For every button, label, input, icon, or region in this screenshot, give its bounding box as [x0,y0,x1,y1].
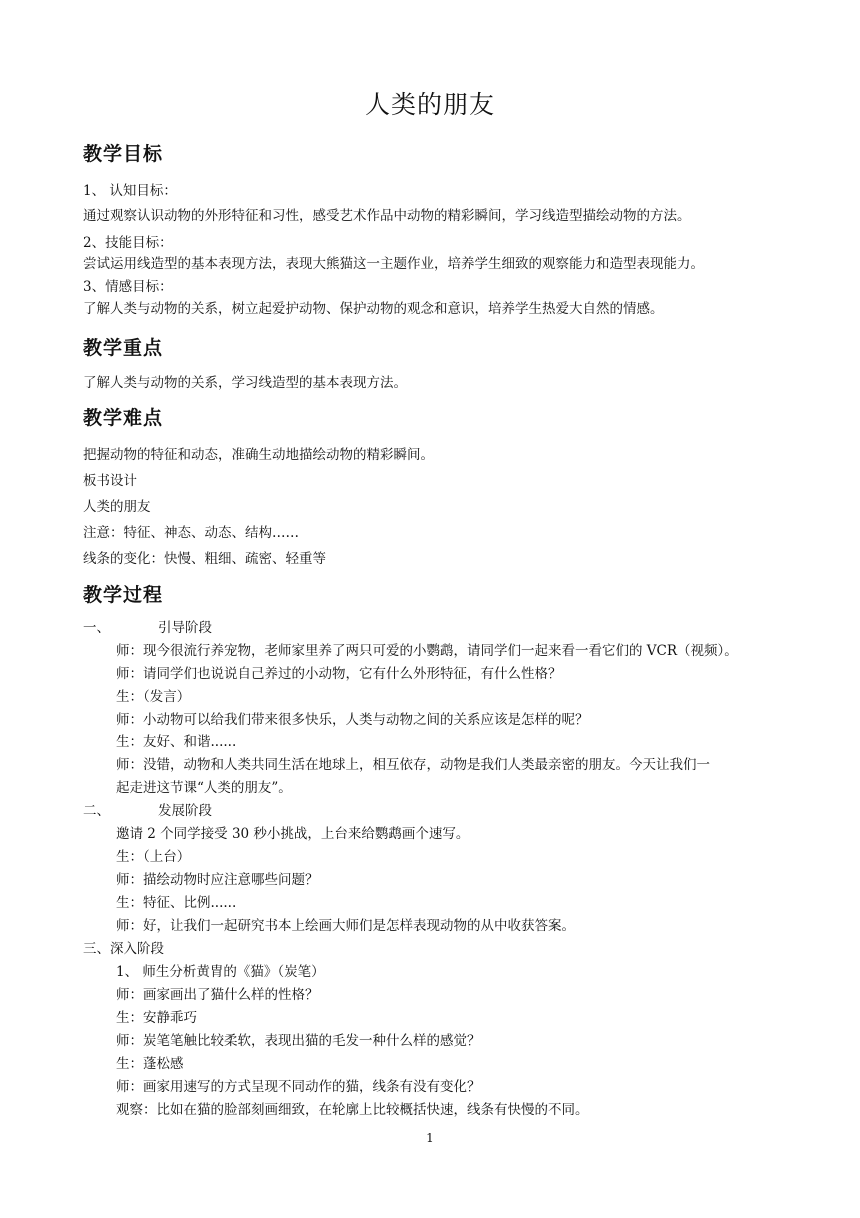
dialogue-line: 师：炭笔笔触比较柔软，表现出猫的毛发一种什么样的感觉？ [116,1033,481,1049]
stage-number: 二、 [83,803,110,819]
dialogue-line: 师：描绘动物时应注意哪些问题？ [116,872,319,888]
difficulty-line: 把握动物的特征和动态，准确生动地描绘动物的精彩瞬间。 [83,447,434,463]
stage-label: 引导阶段 [158,620,212,636]
goal-line: 1、 认知目标： [83,183,177,199]
difficulty-line: 线条的变化：快慢、粗细、疏密、轻重等 [83,551,326,567]
heading-key-points: 教学重点 [83,337,164,359]
dialogue-line: 生：蓬松感 [116,1056,184,1072]
dialogue-line: 生：（上台） [116,849,191,865]
dialogue-line: 起走进这节课“人类的朋友”。 [116,780,292,796]
dialogue-line: 师：没错，动物和人类共同生活在地球上，相互依存，动物是我们人类最亲密的朋友。今天让我们一 [116,757,710,773]
dialogue-line: 师：好，让我们一起研究书本上绘画大师们是怎样表现动物的从中收获答案。 [116,918,575,934]
heading-difficulty: 教学难点 [83,407,164,429]
dialogue-line: 1、 师生分析黄胄的《猫》（炭笔） [116,964,325,980]
dialogue-line: 生：（发言） [116,689,191,705]
stage-number: 一、 [83,620,110,636]
difficulty-line: 人类的朋友 [83,499,151,515]
dialogue-line: 师：现今很流行养宠物，老师家里养了两只可爱的小鹦鹉，请同学们一起来看一看它们的 VCR（视频）。 [116,643,738,659]
heading-goals: 教学目标 [83,143,164,165]
difficulty-line: 板书设计 [83,473,137,489]
dialogue-line: 师：画家用速写的方式呈现不同动作的猫，线条有没有变化？ [116,1079,481,1095]
key-points-text: 了解人类与动物的关系，学习线造型的基本表现方法。 [83,375,407,391]
dialogue-line: 师：请同学们也说说自己养过的小动物，它有什么外形特征，有什么性格？ [116,666,562,682]
dialogue-line: 观察：比如在猫的脸部刻画细致，在轮廓上比较概括快速，线条有快慢的不同。 [116,1102,589,1118]
dialogue-line: 邀请 2 个同学接受 30 秒小挑战，上台来给鹦鹉画个速写。 [116,826,470,842]
stage-label: 发展阶段 [158,803,212,819]
heading-process: 教学过程 [83,584,164,606]
goal-line: 通过观察认识动物的外形特征和习性，感受艺术作品中动物的精彩瞬间，学习线造型描绘动物的方法。 [83,208,691,224]
dialogue-line: 生：特征、比例...... [116,895,237,911]
dialogue-line: 师：小动物可以给我们带来很多快乐，人类与动物之间的关系应该是怎样的呢？ [116,712,589,728]
stage-label: 三、深入阶段 [83,941,164,957]
dialogue-line: 师：画家画出了猫什么样的性格？ [116,987,319,1003]
goal-line: 2、技能目标： [83,235,173,251]
dialogue-line: 生：安静乖巧 [116,1010,197,1026]
goal-line: 尝试运用线造型的基本表现方法，表现大熊猫这一主题作业，培养学生细致的观察能力和造型表现能力。 [83,256,704,272]
page-number: 1 [426,1131,434,1145]
dialogue-line: 生：友好、和谐...... [116,734,237,750]
difficulty-line: 注意：特征、神态、动态、结构…… [83,525,299,541]
goal-line: 了解人类与动物的关系，树立起爱护动物、保护动物的观念和意识，培养学生热爱大自然的情感。 [83,301,664,317]
page-title: 人类的朋友 [364,90,495,119]
goal-line: 3、情感目标： [83,279,173,295]
